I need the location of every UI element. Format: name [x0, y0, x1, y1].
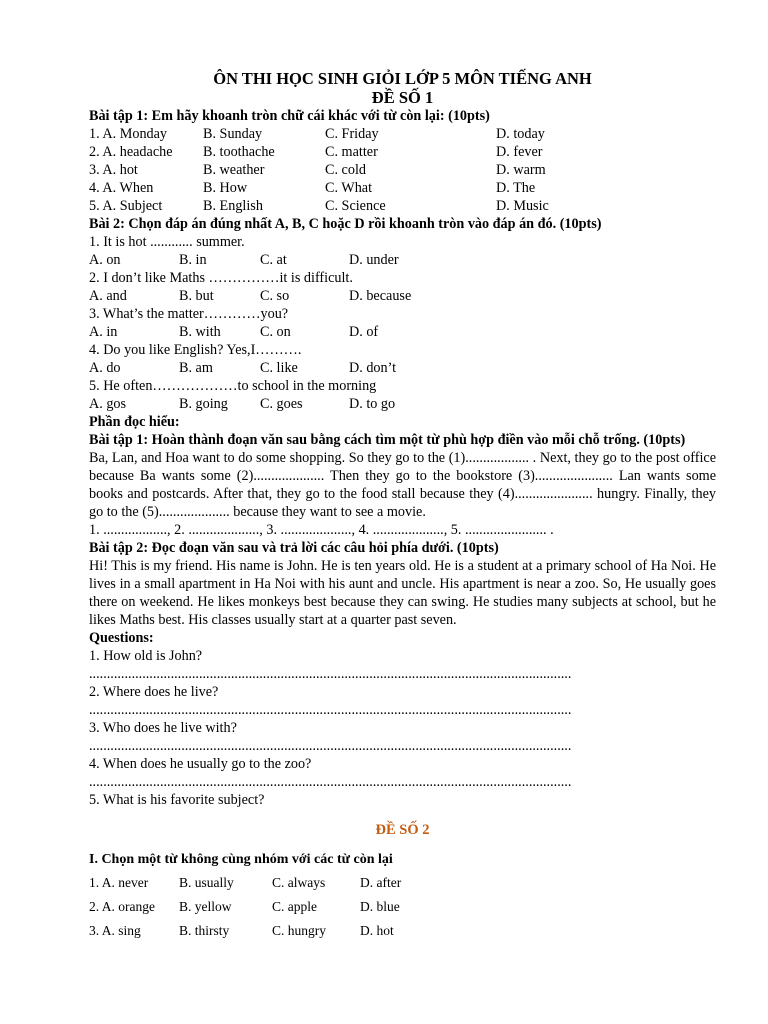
question-text: 2. I don’t like Maths ……………it is difficult.: [89, 270, 353, 286]
option: B. How: [203, 180, 248, 196]
exercise-1-row: [89, 125, 716, 143]
page-subtitle: ĐỀ SỐ 1: [371, 88, 434, 107]
option: C. apple: [272, 899, 317, 914]
question-text: 3. What’s the matter…………you?: [89, 306, 289, 322]
reading-ex1-heading: Bài tập 1: Hoàn thành đoạn văn sau bằng cách tìm một từ phù hợp điền vào mỗi chỗ trống. (10pts): [89, 432, 686, 448]
question-text: 5. What is his favorite subject?: [89, 792, 265, 808]
option: 5. A. Subject: [89, 198, 163, 214]
page-title: ÔN THI HỌC SINH GIỎI LỚP 5 MÔN TIẾNG ANH: [213, 69, 592, 88]
option: C. goes: [260, 396, 303, 412]
exercise-1-row: [89, 179, 716, 197]
option: D. today: [496, 126, 545, 142]
option: C. on: [260, 324, 291, 340]
reading-ex1-passage: Ba, Lan, and Hoa want to do some shopping. So they go to the (1).................. . Next, they go to the post office because Ba wants some (2).................... Then they go to the bookstore (3)...................... Lan wants some books and postcards. After that, they go to the food stall because they (4)...................... hungry. Finally, they go to the (5).................... because they want to see a movie.: [89, 450, 716, 520]
option: B. with: [179, 324, 221, 340]
options-row: [89, 251, 716, 269]
option: B. toothache: [203, 144, 275, 160]
option: A. and: [89, 288, 127, 304]
options-row: [89, 359, 716, 377]
answer-line: ........................................................................................................................................: [89, 774, 572, 790]
de-so-2-list: [89, 871, 716, 943]
option: B. English: [203, 198, 263, 214]
reading-ex2-passage: Hi! This is my friend. His name is John. He is ten years old. He is a student at a primary school of Ha Noi. He lives in a small apartment in Ha Noi with his aunt and uncle. His apartment is near a zoo. So, He usually goes there on weekend. He likes monkeys best because they can swing. He studies many subjects at school, but he likes Maths best. His classes usually start at a quarter past seven.: [89, 558, 716, 628]
question-text: 2. Where does he live?: [89, 684, 219, 700]
exercise-1-row: [89, 161, 716, 179]
option: 2. A. headache: [89, 144, 173, 160]
option: C. What: [325, 180, 373, 196]
question-text: 3. Who does he live with?: [89, 720, 237, 736]
option: A. in: [89, 324, 118, 340]
option: C. Friday: [325, 126, 379, 142]
question-text: 4. Do you like English? Yes,I……….: [89, 342, 302, 358]
de-so-2-row: [89, 895, 716, 919]
answer-line: ........................................................................................................................................: [89, 702, 572, 718]
option: B. usually: [179, 875, 234, 890]
option: C. always: [272, 875, 326, 890]
option: 3. A. hot: [89, 162, 138, 178]
de-so-2-row: [89, 871, 716, 895]
option: B. yellow: [179, 899, 232, 914]
exercise-1-heading: Bài tập 1: Em hãy khoanh tròn chữ cái khác với từ còn lại: (10pts): [89, 108, 490, 124]
option: 1. A. Monday: [89, 126, 168, 142]
option: D. because: [349, 288, 412, 304]
reading-ex1-answers: 1. .................., 2. ...................., 3. ...................., 4. ...................., 5. ....................... .: [89, 522, 554, 538]
de-so-2-row: [89, 919, 716, 943]
option: D. hot: [360, 923, 394, 938]
questions-list: [89, 647, 716, 809]
document-page: [89, 0, 716, 943]
option: D. blue: [360, 899, 400, 914]
option: B. in: [179, 252, 207, 268]
options-row: [89, 323, 716, 341]
exercise-1-row: [89, 197, 716, 215]
option: D. Music: [496, 198, 549, 214]
option: B. Sunday: [203, 126, 263, 142]
exercise-1-list: [89, 125, 716, 215]
option: D. of: [349, 324, 379, 340]
options-row: [89, 395, 716, 413]
option: A. do: [89, 360, 121, 376]
de-so-2-title: ĐỀ SỐ 2: [375, 822, 430, 838]
option: D. fever: [496, 144, 543, 160]
option: B. going: [179, 396, 228, 412]
option: D. The: [496, 180, 536, 196]
option: 2. A. orange: [89, 899, 155, 914]
question-text: 5. He often………………to school in the morning: [89, 378, 377, 394]
answer-line: ........................................................................................................................................: [89, 666, 572, 682]
option: B. weather: [203, 162, 265, 178]
option: 3. A. sing: [89, 923, 141, 938]
option: D. after: [360, 875, 402, 890]
option: C. Science: [325, 198, 386, 214]
option: 4. A. When: [89, 180, 154, 196]
option: C. at: [260, 252, 287, 268]
option: C. matter: [325, 144, 378, 160]
question-text: 4. When does he usually go to the zoo?: [89, 756, 312, 772]
option: D. under: [349, 252, 399, 268]
option: C. cold: [325, 162, 366, 178]
option: C. so: [260, 288, 290, 304]
option: D. warm: [496, 162, 546, 178]
reading-ex2-heading: Bài tập 2: Đọc đoạn văn sau và trả lời các câu hỏi phía dưới. (10pts): [89, 540, 499, 556]
options-row: [89, 287, 716, 305]
exercise-2-list: [89, 233, 716, 413]
option: C. hungry: [272, 923, 326, 938]
option: B. thirsty: [179, 923, 230, 938]
exercise-2-heading: Bài 2: Chọn đáp án đúng nhất A, B, C hoặc D rồi khoanh tròn vào đáp án đó. (10pts): [89, 216, 602, 232]
question-text: 1. How old is John?: [89, 648, 203, 664]
option: D. don’t: [349, 360, 397, 376]
option: 1. A. never: [89, 875, 149, 890]
exercise-1-row: [89, 143, 716, 161]
questions-heading: Questions:: [89, 630, 154, 646]
option: B. am: [179, 360, 213, 376]
option: C. like: [260, 360, 298, 376]
option: A. on: [89, 252, 121, 268]
de-so-2-section-1-heading: I. Chọn một từ không cùng nhóm với các từ còn lại: [89, 852, 393, 867]
question-text: 1. It is hot ............ summer.: [89, 234, 245, 250]
reading-heading: Phần đọc hiểu:: [89, 414, 180, 430]
option: B. but: [179, 288, 214, 304]
answer-line: ........................................................................................................................................: [89, 738, 572, 754]
option: A. gos: [89, 396, 127, 412]
option: D. to go: [349, 396, 396, 412]
